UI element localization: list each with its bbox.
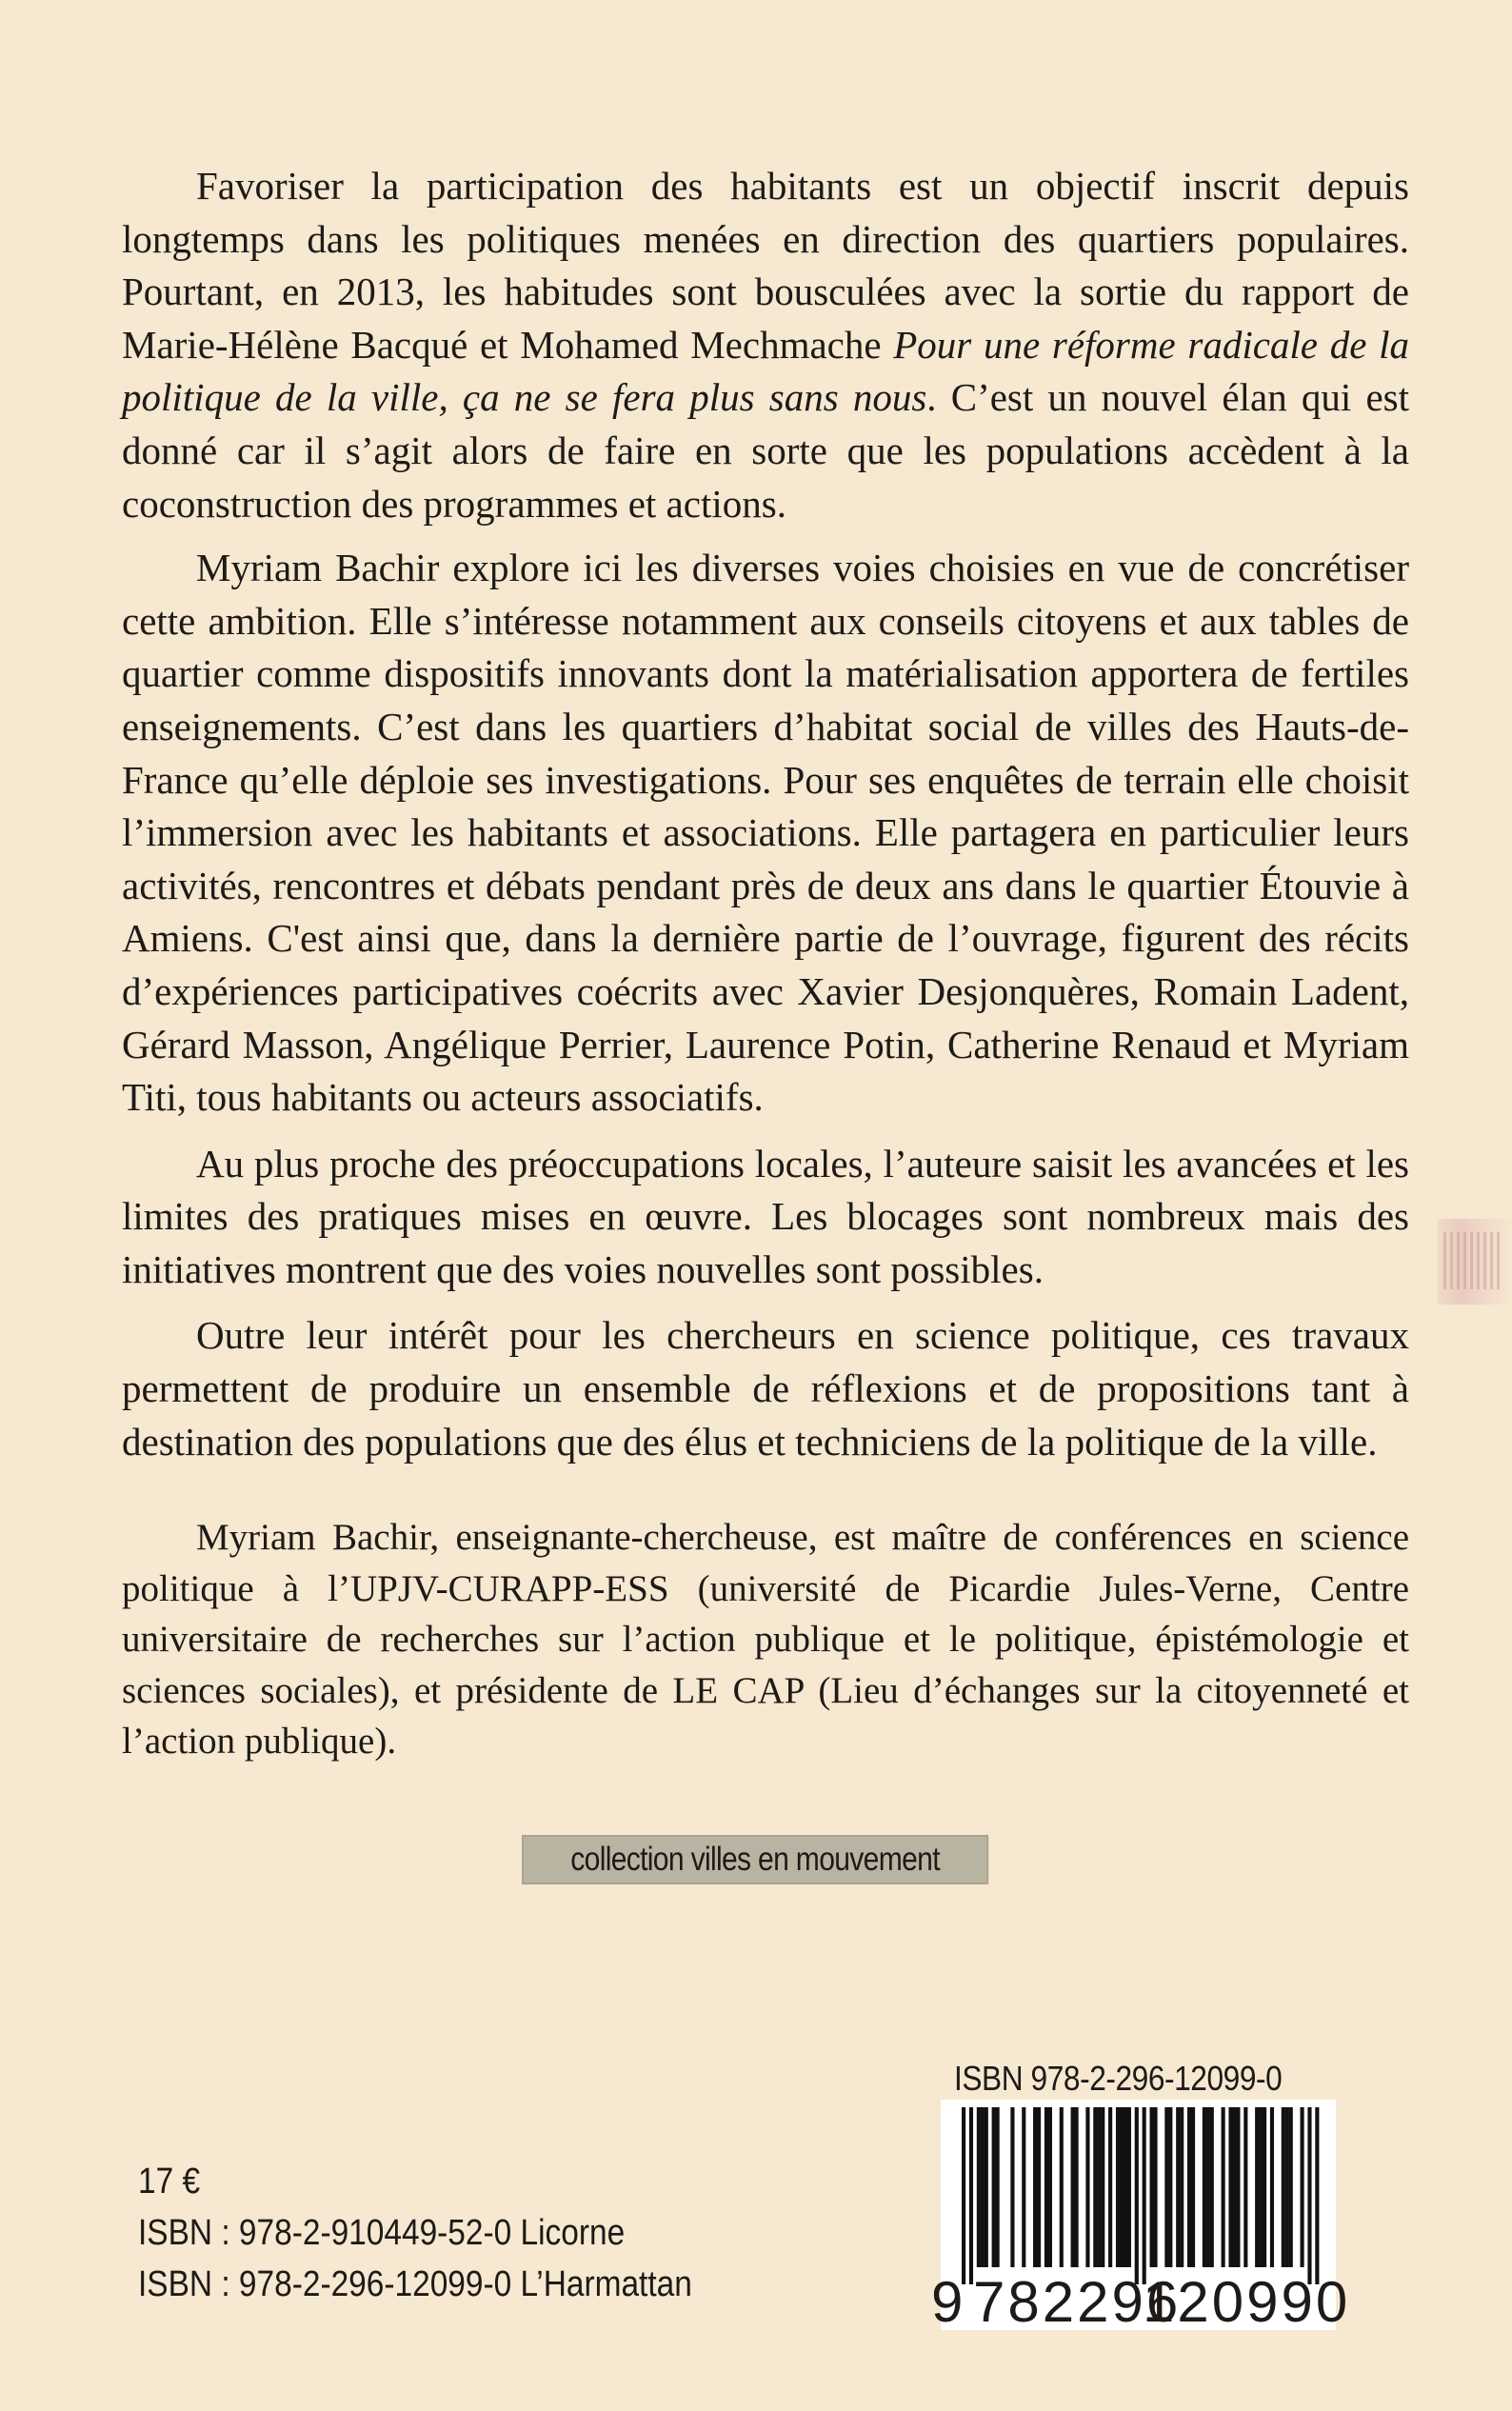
back-cover-blurb <box>122 160 1409 1786</box>
barcode-bar <box>1191 2107 1195 2267</box>
barcode-bar <box>1270 2107 1274 2267</box>
barcode-guard-bar <box>1315 2107 1319 2284</box>
barcode-bar <box>1301 2107 1304 2267</box>
report-title: Pour une réforme radicale de la politique de la ville, ça ne se fera plus sans nous <box>122 322 1410 420</box>
blurb-paragraph-1-outro: . C’est un nouvel élan qui est donné car il s’agit alors de faire en sorte que les populations accèdent à la coconstruction des programmes et actions. <box>122 375 1409 526</box>
barcode-bar <box>981 2107 985 2267</box>
isbn-harmattan: ISBN : 978-2-296-12099-0 L’Harmattan <box>138 2264 692 2304</box>
barcode-bar <box>1285 2107 1289 2267</box>
barcode-digits <box>931 2264 1351 2341</box>
barcode-bar <box>1153 2107 1157 2267</box>
barcode-left-digits: 782296 <box>973 2270 1182 2334</box>
barcode-guard-bar <box>1135 2107 1139 2284</box>
barcode-bar <box>1282 2107 1285 2267</box>
blurb-paragraph-3: Au plus proche des préoccupations locales, l’auteure saisit les avancées et les limites des pratiques mises en œuvre. Les blocages sont nombreux mais des initiatives montrent que des voies nouvelles sont possibles. <box>122 1141 1409 1291</box>
barcode-bar <box>1206 2107 1210 2267</box>
barcode-right-digits: 120990 <box>1143 2270 1351 2334</box>
barcode-bar <box>1263 2107 1266 2267</box>
barcode-bar <box>1048 2107 1052 2267</box>
barcode-bar <box>1243 2107 1247 2267</box>
barcode-bar <box>1097 2107 1101 2267</box>
barcode-bar <box>1222 2107 1225 2267</box>
barcode-bar <box>992 2107 996 2267</box>
barcode-bar <box>985 2107 988 2267</box>
spine-edge-artifact <box>1438 1219 1512 1305</box>
barcode-bar <box>977 2107 981 2267</box>
barcode-bar <box>1228 2107 1232 2267</box>
blurb-paragraph-2: Myriam Bachir explore ici les diverses voies choisies en vue de concrétiser cette ambition. Elle s’intéresse notamment aux conseils citoyens et aux tables de quartier comme dispositifs innovants dont la matérialisation apportera de fertiles enseignements. C’est dans les quartiers d’habitat social de villes des Hauts-de-France qu’elle déploie ses investigations. Pour ses enquêtes de terrain elle choisit l’immersion avec les habitants et associations. Elle partagera en particulier leurs activités, rencontres et débats pendant près de deux ans dans le quartier Étouvie à Amiens. C'est ainsi que, dans la dernière partie de l’ouvrage, figurent des récits d’expériences participatives coécrits avec Xavier Desjonquères, Romain Ladent, Gérard Masson, Angélique Perrier, Laurence Potin, Catherine Renaud et Myriam Titi, tous habitants ou acteurs associatifs. <box>122 546 1409 1120</box>
barcode-bar <box>1180 2107 1184 2267</box>
barcode-bar <box>1075 2107 1079 2267</box>
barcode-bar <box>1232 2107 1236 2267</box>
barcode-bar <box>1093 2107 1097 2267</box>
barcode-bar <box>1071 2107 1075 2267</box>
barcode-bar <box>1150 2107 1154 2267</box>
barcode-bar <box>1108 2107 1112 2267</box>
barcode-bar <box>1168 2107 1172 2267</box>
barcode-bar <box>1085 2107 1089 2267</box>
barcode-bar <box>1060 2107 1064 2267</box>
barcode-guard-bar <box>1143 2107 1146 2284</box>
barcode-bar <box>1022 2107 1025 2267</box>
blurb-paragraph-1 <box>122 160 1409 530</box>
barcode-guard-bar <box>1307 2107 1311 2284</box>
barcode-bar <box>1010 2107 1014 2267</box>
isbn-licorne: ISBN : 978-2-910449-52-0 Licorne <box>138 2213 626 2253</box>
barcode-bar <box>1101 2107 1104 2267</box>
blurb-paragraph-1-intro: Favoriser la participation des habitants est un objectif inscrit depuis longtemps dans les politiques menées en direction des quartiers populaires. Pourtant, en 2013, les habitudes sont bousculées avec la sortie du rapport de Marie-Hélène Bacqué et Mohamed Mechmache <box>122 164 1409 367</box>
barcode-bar <box>1044 2107 1048 2267</box>
barcode-bar <box>1037 2107 1041 2267</box>
barcode-isbn-label: ISBN 978-2-296-12099-0 <box>954 2059 1283 2098</box>
price: 17 € <box>138 2162 201 2202</box>
barcode-bar <box>1120 2107 1124 2267</box>
barcode-bar <box>1033 2107 1037 2267</box>
barcode-bar <box>1116 2107 1120 2267</box>
collection-label: collection villes en mouvement <box>522 1835 988 1884</box>
barcode-first-digit: 9 <box>931 2270 964 2334</box>
barcode-bar <box>1127 2107 1131 2267</box>
barcode-guard-bar <box>962 2107 965 2284</box>
barcode-guard-bar <box>969 2107 973 2284</box>
barcode-bar <box>1255 2107 1259 2267</box>
barcode-bar <box>1164 2107 1168 2267</box>
barcode-bar <box>1259 2107 1263 2267</box>
barcode-bar <box>1236 2107 1240 2267</box>
barcode-bar <box>1203 2107 1206 2267</box>
barcode-bar <box>1210 2107 1214 2267</box>
author-bio: Myriam Bachir, enseignante-chercheuse, est maître de conférences en science politique à l’UPJV-CURAPP-ESS (université de Picardie Jules-Verne, Centre universitaire de recherches sur l’action publique et le politique, épistémologie et sciences sociales), et présidente de LE CAP (Lieu d’échanges sur la citoyenneté et l’action publique). <box>122 1517 1409 1763</box>
barcode-bar <box>1289 2107 1293 2267</box>
blurb-paragraph-4: Outre leur intérêt pour les chercheurs en science politique, ces travaux permettent de produire un ensemble de réflexions et de propositions tant à destination des populations que des élus et techniciens de la politique de la ville. <box>122 1313 1409 1464</box>
barcode-bar <box>1124 2107 1127 2267</box>
barcode-bar <box>1187 2107 1191 2267</box>
barcode-bar <box>996 2107 1000 2267</box>
barcode-bar <box>1176 2107 1180 2267</box>
